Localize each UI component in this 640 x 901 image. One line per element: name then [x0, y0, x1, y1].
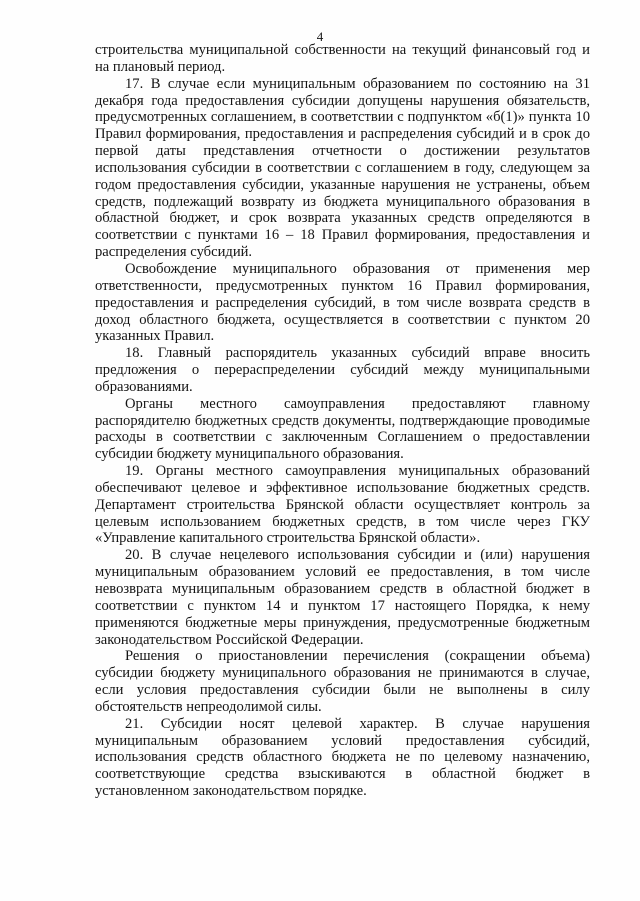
paragraph-item-20: 20. В случае нецелевого использования субсидии и (или) нарушения муниципальным образованием условий ее предоставления, в том числе невозврата муниципальным образованием средств в областной бюджет в соответствии с пунктом 14 и пунктом 17 настоящего Порядка, к нему применяются бюджетные меры принуждения, предусмотренные бюджетным законодательством Российской Федерации. [95, 547, 590, 648]
paragraph-local-authorities: Органы местного самоуправления предоставляют главному распорядителю бюджетных средств документы, подтверждающие проводимые расходы в соответствии с заключенным Соглашением о предоставлении субсидии бюджету муниципального образования. [95, 395, 590, 463]
paragraph-suspension-decisions: Решения о приостановлении перечисления (сокращении объема) субсидии бюджету муниципального образования не принимаются в случае, если условия предоставления субсидии были не выполнены в силу обстоятельств непреодолимой силы. [95, 648, 590, 715]
paragraph-item-19: 19. Органы местного самоуправления муниципальных образований обеспечивают целевое и эффективное использование бюджетных средств. Департамент строительства Брянской области осуществляет контроль за целевым использованием бюджетных средств, в том числе через ГКУ «Управление капитального строительства Брянской области». [95, 463, 590, 547]
paragraph-item-18: 18. Главный распорядитель указанных субсидий вправе вносить предложения о перераспределении субсидий между муниципальными образованиями. [95, 345, 590, 395]
paragraph-item-21: 21. Субсидии носят целевой характер. В случае нарушения муниципальным образованием условий предоставления субсидий, использования средств областного бюджета не по целевому назначению, соответствующие средства взыскиваются в областной бюджет в установленном законодательством порядке. [95, 715, 590, 800]
paragraph-item-17: 17. В случае если муниципальным образованием по состоянию на 31 декабря года предоставления субсидии допущены нарушения обязательств, предусмотренных соглашением, в соответствии с подпунктом «б(1)» пункта 10 Правил формирования, предоставления и распределения субсидий и в срок до первой даты представления отчетности о достижении результатов использования субсидии в соответствии с соглашением в году, следующем за годом предоставления субсидии, указанные нарушения не устранены, объем средств, подлежащий возврату из бюджета муниципального образования в областной бюджет, и срок возврата указанных средств определяются в соответствии с пунктами 16 – 18 Правил формирования, предоставления и распределения субсидий. [95, 75, 590, 261]
paragraph-exemption: Освобождение муниципального образования от применения мер ответственности, предусмотренных пунктом 16 Правил формирования, предоставления и распределения субсидий, в том числе возврата средств в доход областного бюджета, осуществляется в соответствии с пунктом 20 указанных Правил. [95, 260, 590, 345]
page-number: 4 [316, 29, 324, 44]
document-body [95, 42, 590, 800]
paragraph-continuation: строительства муниципальной собственности на текущий финансовый год и на плановый период. [95, 42, 590, 75]
